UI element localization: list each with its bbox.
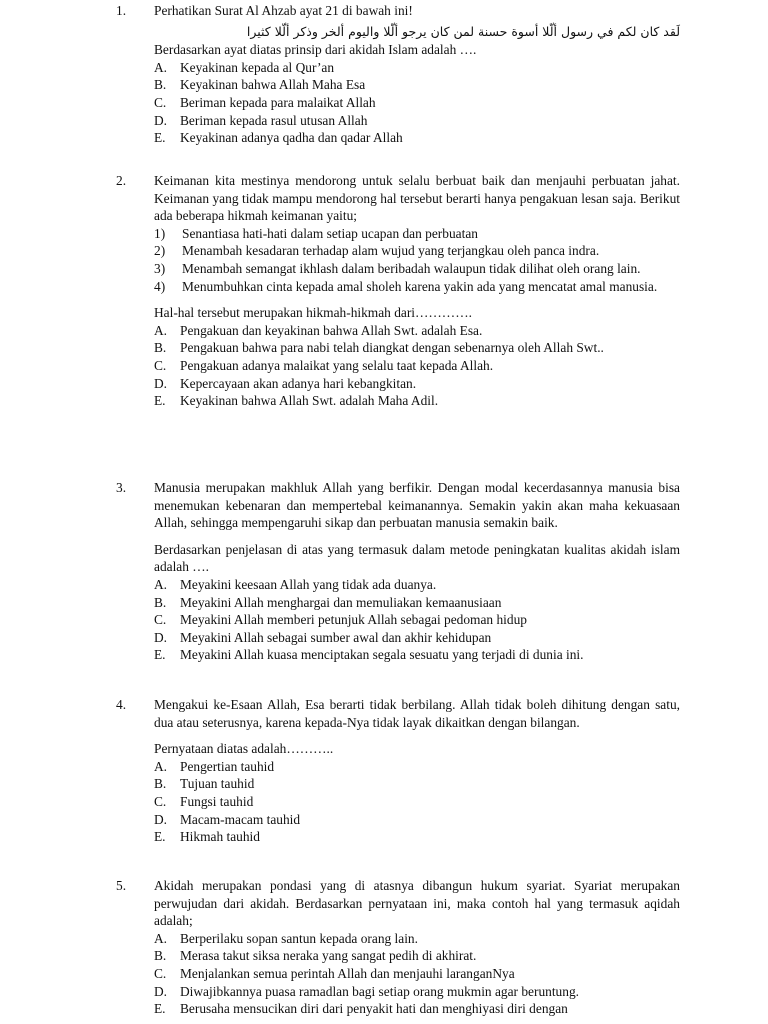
option-letter: A.: [154, 59, 168, 75]
option-e[interactable]: [154, 129, 680, 147]
option-letter: D.: [154, 811, 168, 827]
question-body: [154, 479, 680, 664]
item-number: 4): [154, 278, 166, 294]
option-text: Keyakinan adanya qadha dan qadar Allah: [180, 130, 403, 146]
option-text: Berusaha mensucikan diri dari penyakit hati dan menghiyasi diri dengan: [180, 1001, 568, 1017]
option-e[interactable]: [154, 392, 680, 410]
option-c[interactable]: [154, 357, 680, 375]
option-text: Pengakuan bahwa para nabi telah diangkat dengan sebenarnya oleh Allah Swt..: [180, 340, 604, 356]
option-a[interactable]: [154, 576, 680, 594]
option-a[interactable]: [154, 59, 680, 77]
option-d[interactable]: [154, 811, 680, 829]
hikmah-item-4: [154, 278, 680, 296]
question-intro: Perhatikan Surat Al Ahzab ayat 21 di bawah ini!: [154, 3, 413, 18]
question-intro: Keimanan kita mestinya mendorong untuk selalu berbuat baik dan menjauhi perbuatan jahat. Keimanan yang tidak mampu mendorong hal tersebut berarti hanya pengakuan lesan saja. Berikut ada beberapa hikmah keimanan yaitu;: [154, 173, 680, 224]
question-stem: Hal-hal tersebut merupakan hikmah-hikmah dari………….: [154, 305, 472, 321]
option-text: Beriman kepada rasul utusan Allah: [180, 112, 368, 128]
option-letter: E.: [154, 829, 166, 845]
option-letter: E.: [154, 393, 166, 409]
hikmah-item-2: [154, 242, 680, 260]
option-b[interactable]: [154, 594, 680, 612]
option-text: Berperilaku sopan santun kepada orang lain.: [180, 930, 418, 946]
option-text: Menjalankan semua perintah Allah dan menjauhi laranganNya: [180, 965, 515, 981]
question-number: 3.: [116, 480, 127, 495]
option-text: Hikmah tauhid: [180, 829, 260, 845]
item-number: 2): [154, 243, 166, 259]
option-text: Merasa takut siksa neraka yang sangat pedih di akhirat.: [180, 948, 477, 964]
option-a[interactable]: [154, 758, 680, 776]
option-e[interactable]: [154, 828, 680, 846]
option-letter: C.: [154, 94, 167, 110]
question-intro: Manusia merupakan makhluk Allah yang berfikir. Dengan modal kecerdasannya manusia bisa menemukan kebenaran dan mempertebal keimanannya. Semakin yakin akan maha kekuasaan Allah, sehingga mempengaruhi sikap dan perbuatan manusia semakin baik.: [154, 480, 680, 531]
option-a[interactable]: [154, 322, 680, 340]
option-letter: E.: [154, 130, 166, 146]
option-c[interactable]: [154, 94, 680, 112]
option-letter: B.: [154, 594, 167, 610]
option-letter: A.: [154, 322, 168, 338]
option-letter: D.: [154, 375, 168, 391]
question-stem: Berdasarkan ayat diatas prinsip dari akidah Islam adalah ….: [154, 42, 477, 58]
option-letter: D.: [154, 983, 168, 999]
option-letter: A.: [154, 576, 168, 592]
question-intro: Akidah merupakan pondasi yang di atasnya dibangun hukum syariat. Syariat merupakan perwujudan dari akidah. Berdasarkan pernyataan ini, maka contoh hal yang termasuk aqidah adalah;: [154, 878, 680, 929]
hikmah-item-3: [154, 260, 680, 278]
option-letter: D.: [154, 112, 168, 128]
option-text: Meyakini Allah menghargai dan memuliakan kemaanusiaan: [180, 594, 502, 610]
question-number: 1.: [116, 3, 127, 18]
question-number: 2.: [116, 173, 127, 188]
option-c[interactable]: [154, 793, 680, 811]
option-c[interactable]: [154, 611, 680, 629]
option-b[interactable]: [154, 76, 680, 94]
option-text: Keyakinan bahwa Allah Swt. adalah Maha Adil.: [180, 393, 439, 409]
option-d[interactable]: [154, 629, 680, 647]
option-letter: C.: [154, 612, 167, 628]
option-letter: E.: [154, 647, 166, 663]
option-text: Diwajibkannya puasa ramadlan bagi setiap orang mukmin agar beruntung.: [180, 983, 579, 999]
item-text: Menambah semangat ikhlash dalam beribadah walaupun tidak dilihat oleh orang lain.: [182, 260, 641, 276]
option-letter: D.: [154, 629, 168, 645]
item-text: Menambah kesadaran terhadap alam wujud yang terjangkau oleh panca indra.: [182, 243, 600, 259]
option-text: Meyakini keesaan Allah yang tidak ada duanya.: [180, 576, 437, 592]
option-text: Tujuan tauhid: [180, 776, 255, 792]
option-c[interactable]: [154, 965, 680, 983]
question-intro: Mengakui ke-Esaan Allah, Esa berarti tidak berbilang. Allah tidak boleh dihitung dengan satu, dua atau seterusnya, karena kepada-Nya tidak layak dikaitkan dengan bilangan.: [154, 697, 680, 730]
option-text: Macam-macam tauhid: [180, 811, 301, 827]
question-body: [154, 877, 680, 1018]
question-number: 5.: [116, 878, 127, 893]
option-text: Pengertian tauhid: [180, 758, 275, 774]
option-letter: B.: [154, 948, 167, 964]
option-letter: E.: [154, 1001, 166, 1017]
option-letter: C.: [154, 965, 167, 981]
arabic-verse: لَقد كان لكم في رسول ألّلا أسوة حسنة لمن كان يرجو ألّلا واليوم ألخر وذكر ألّلا كثيرا: [246, 23, 680, 39]
item-number: 1): [154, 225, 166, 241]
option-letter: B.: [154, 340, 167, 356]
option-text: Keyakinan bahwa Allah Maha Esa: [180, 77, 366, 93]
question-body: [154, 2, 680, 147]
question-number: 4.: [116, 697, 127, 712]
option-e[interactable]: [154, 1000, 680, 1018]
question-body: [154, 172, 680, 410]
option-d[interactable]: [154, 375, 680, 393]
option-text: Beriman kepada para malaikat Allah: [180, 94, 376, 110]
option-e[interactable]: [154, 646, 680, 664]
item-text: Senantiasa hati-hati dalam setiap ucapan dan perbuatan: [182, 225, 478, 241]
option-text: Meyakini Allah kuasa menciptakan segala sesuatu yang terjadi di dunia ini.: [180, 647, 584, 663]
option-d[interactable]: [154, 112, 680, 130]
hikmah-item-1: [154, 225, 680, 243]
question-stem: Berdasarkan penjelasan di atas yang termasuk dalam metode peningkatan kualitas akidah islam adalah ….: [154, 541, 680, 575]
option-b[interactable]: [154, 339, 680, 357]
option-text: Pengakuan adanya malaikat yang selalu taat kepada Allah.: [180, 357, 494, 373]
question-body: [154, 696, 680, 846]
option-b[interactable]: [154, 775, 680, 793]
option-letter: A.: [154, 930, 168, 946]
option-text: Meyakini Allah sebagai sumber awal dan akhir kehidupan: [180, 629, 492, 645]
question-stem: Pernyataan diatas adalah………..: [154, 741, 334, 757]
option-b[interactable]: [154, 947, 680, 965]
option-letter: A.: [154, 758, 168, 774]
option-letter: B.: [154, 776, 167, 792]
option-a[interactable]: [154, 930, 680, 948]
option-letter: C.: [154, 793, 167, 809]
item-number: 3): [154, 260, 166, 276]
option-letter: B.: [154, 77, 167, 93]
option-text: Kepercayaan akan adanya hari kebangkitan.: [180, 375, 417, 391]
option-d[interactable]: [154, 983, 680, 1001]
option-text: Keyakinan kepada al Qur’an: [180, 59, 335, 75]
option-text: Fungsi tauhid: [180, 793, 254, 809]
option-letter: C.: [154, 357, 167, 373]
item-text: Menumbuhkan cinta kepada amal sholeh karena yakin ada yang mencatat amal manusia.: [182, 278, 658, 294]
option-text: Pengakuan dan keyakinan bahwa Allah Swt. adalah Esa.: [180, 322, 483, 338]
option-text: Meyakini Allah memberi petunjuk Allah sebagai pedoman hidup: [180, 612, 527, 628]
